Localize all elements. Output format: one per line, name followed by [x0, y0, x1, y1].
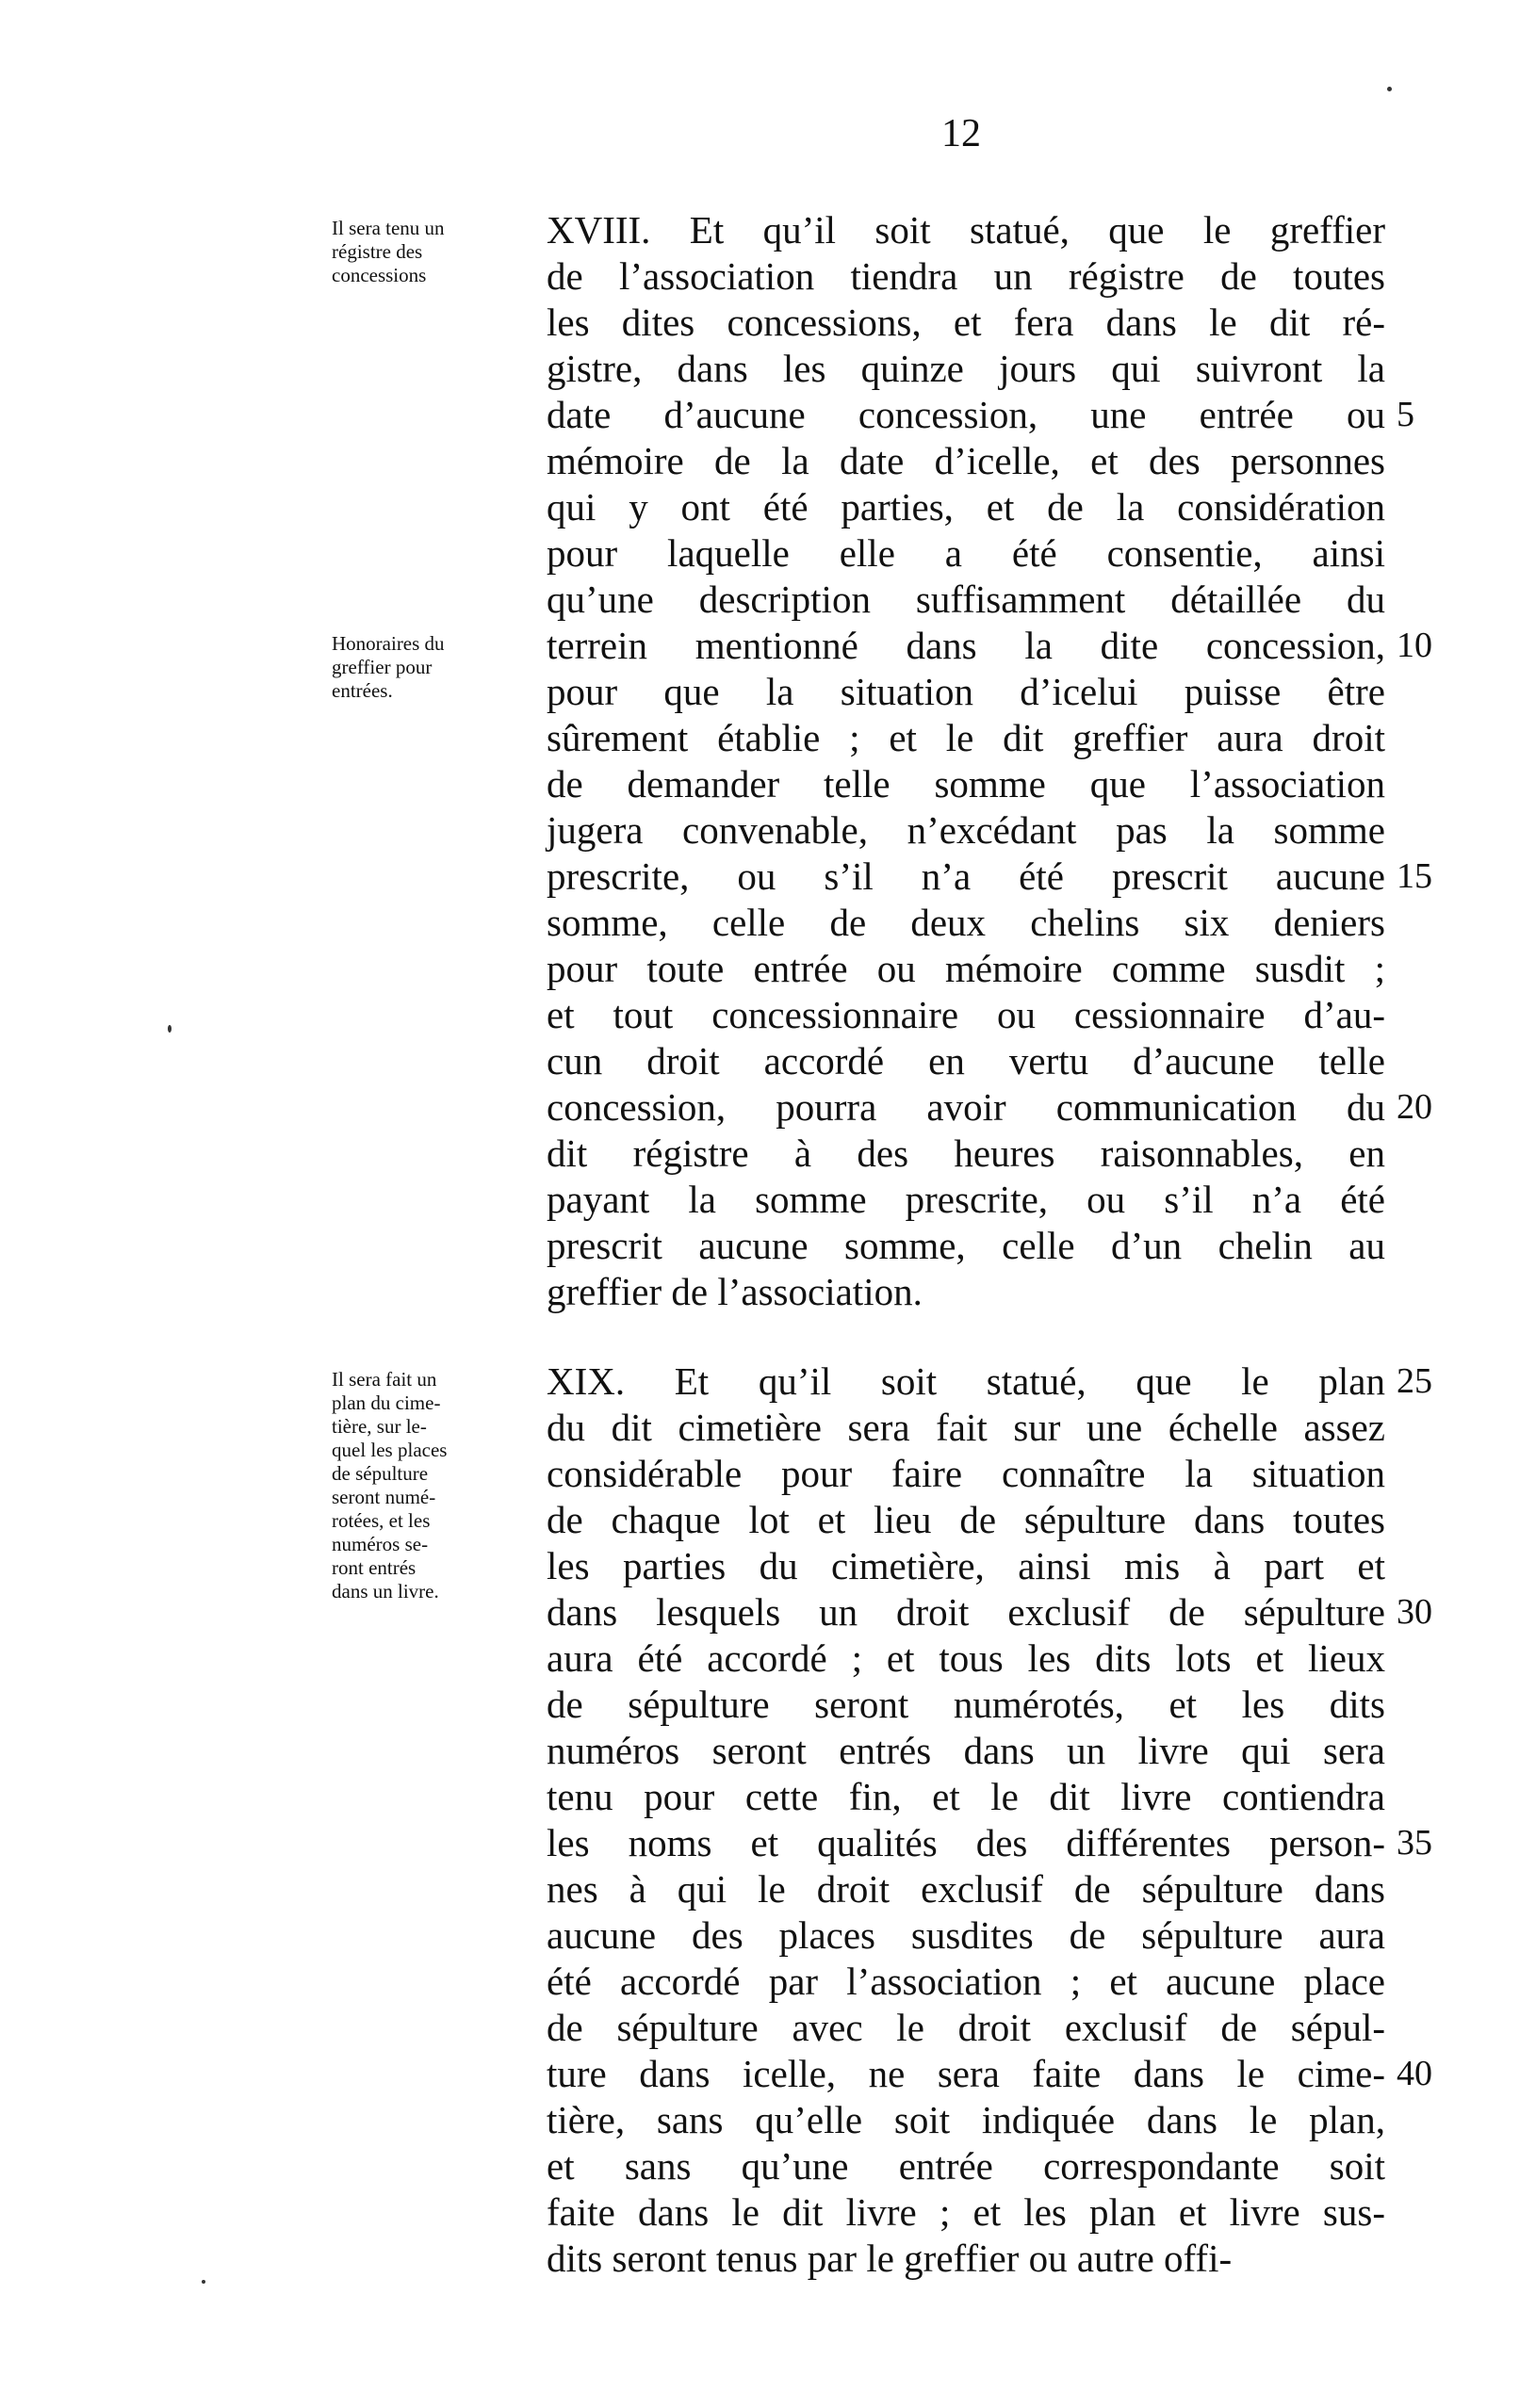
- text-line: été accordé par l’association ; et aucune place: [547, 1960, 1385, 2003]
- text-line: de chaque lot et lieu de sépulture dans toutes: [547, 1498, 1385, 1541]
- line-number: 30: [1397, 1592, 1432, 1632]
- margin-note-line: plan du cime-: [332, 1391, 441, 1414]
- margin-note-line: Il sera fait un: [332, 1368, 437, 1391]
- text-line: date d’aucune concession, une entrée ou: [547, 393, 1385, 436]
- text-line: de sépulture avec le droit exclusif de sépul-: [547, 2006, 1385, 2049]
- text-line: qui y ont été parties, et de la considération: [547, 485, 1385, 529]
- page-number: 12: [941, 112, 981, 155]
- line-number: 35: [1397, 1823, 1432, 1863]
- text-line: dits seront tenus par le greffier ou autre offi-: [547, 2237, 1233, 2280]
- margin-note: [332, 632, 530, 703]
- text-line: du dit cimetière sera fait sur une échelle assez: [547, 1406, 1385, 1449]
- text-line: somme, celle de deux chelins six deniers: [547, 901, 1385, 944]
- text-line: qu’une description suffisamment détaillée du: [547, 578, 1385, 621]
- margin-note: [332, 217, 530, 287]
- text-line: XIX. Et qu’il soit statué, que le plan: [547, 1359, 1385, 1403]
- text-line: concession, pourra avoir communication du: [547, 1085, 1385, 1129]
- line-number: 15: [1397, 856, 1432, 896]
- text-line: pour laquelle elle a été consentie, ainsi: [547, 531, 1385, 575]
- margin-note-line: de sépulture: [332, 1462, 429, 1485]
- text-line: cun droit accordé en vertu d’aucune telle: [547, 1039, 1385, 1082]
- margin-note-line: seront numé-: [332, 1486, 436, 1508]
- margin-note-line: entrées.: [332, 679, 393, 702]
- text-line: mémoire de la date d’icelle, et des personnes: [547, 439, 1385, 482]
- text-line: numéros seront entrés dans un livre qui sera: [547, 1729, 1385, 1772]
- text-line: nes à qui le droit exclusif de sépulture dans: [547, 1867, 1385, 1911]
- text-line: prescrite, ou s’il n’a été prescrit aucune: [547, 854, 1385, 898]
- text-line: dit régistre à des heures raisonnables, en: [547, 1131, 1385, 1175]
- text-line: payant la somme prescrite, ou s’il n’a été: [547, 1178, 1385, 1221]
- line-number: 25: [1397, 1361, 1432, 1401]
- text-line: terrein mentionné dans la dite concession,: [547, 624, 1385, 667]
- margin-note-line: concessions: [332, 264, 427, 286]
- text-line: jugera convenable, n’excédant pas la somme: [547, 808, 1385, 852]
- margin-note-line: tière, sur le-: [332, 1415, 427, 1438]
- text-line: pour que la situation d’icelui puisse être: [547, 670, 1385, 713]
- text-line: ture dans icelle, ne sera faite dans le cime-: [547, 2052, 1385, 2095]
- text-line: et sans qu’une entrée correspondante soit: [547, 2144, 1385, 2188]
- text-line: XVIII. Et qu’il soit statué, que le greffier: [547, 208, 1385, 252]
- margin-note-line: régistre des: [332, 240, 423, 263]
- text-line: aucune des places susdites de sépulture aura: [547, 1913, 1385, 1957]
- line-number: 5: [1397, 395, 1414, 434]
- text-line: pour toute entrée ou mémoire comme susdit ;: [547, 947, 1385, 990]
- margin-note-line: greffier pour: [332, 656, 433, 678]
- text-line: prescrit aucune somme, celle d’un chelin au: [547, 1224, 1385, 1267]
- text-line: sûrement établie ; et le dit greffier aura droit: [547, 716, 1385, 759]
- margin-note-line: rotées, et les: [332, 1509, 431, 1532]
- text-line: les noms et qualités des différentes person-: [547, 1821, 1385, 1864]
- line-number: 20: [1397, 1087, 1432, 1127]
- text-line: greffier de l’association.: [547, 1270, 923, 1313]
- line-number: 40: [1397, 2054, 1432, 2093]
- text-line: de l’association tiendra un régistre de toutes: [547, 254, 1385, 298]
- text-line: et tout concessionnaire ou cessionnaire d’au-: [547, 993, 1385, 1036]
- text-line: de sépulture seront numérotés, et les dits: [547, 1683, 1385, 1726]
- text-line: gistre, dans les quinze jours qui suivront la: [547, 347, 1385, 390]
- text-line: de demander telle somme que l’association: [547, 762, 1385, 805]
- text-line: tière, sans qu’elle soit indiquée dans le plan,: [547, 2098, 1385, 2141]
- margin-note-line: dans un livre.: [332, 1580, 439, 1603]
- margin-note-line: numéros se-: [332, 1533, 429, 1555]
- text-line: dans lesquels un droit exclusif de sépulture: [547, 1590, 1385, 1634]
- text-line: aura été accordé ; et tous les dits lots et lieux: [547, 1636, 1385, 1680]
- margin-note-line: Honoraires du: [332, 632, 445, 655]
- margin-note: [332, 1368, 530, 1603]
- text-line: faite dans le dit livre ; et les plan et livre sus-: [547, 2190, 1385, 2234]
- text-line: tenu pour cette fin, et le dit livre contiendra: [547, 1775, 1385, 1818]
- margin-note-line: Il sera tenu un: [332, 217, 445, 239]
- text-line: les dites concessions, et fera dans le dit ré-: [547, 301, 1385, 344]
- margin-note-line: ront entrés: [332, 1556, 417, 1579]
- text-line: considérable pour faire connaître la situation: [547, 1452, 1385, 1495]
- margin-note-line: quel les places: [332, 1439, 448, 1461]
- text-line: les parties du cimetière, ainsi mis à part et: [547, 1544, 1385, 1587]
- line-number: 10: [1397, 626, 1432, 665]
